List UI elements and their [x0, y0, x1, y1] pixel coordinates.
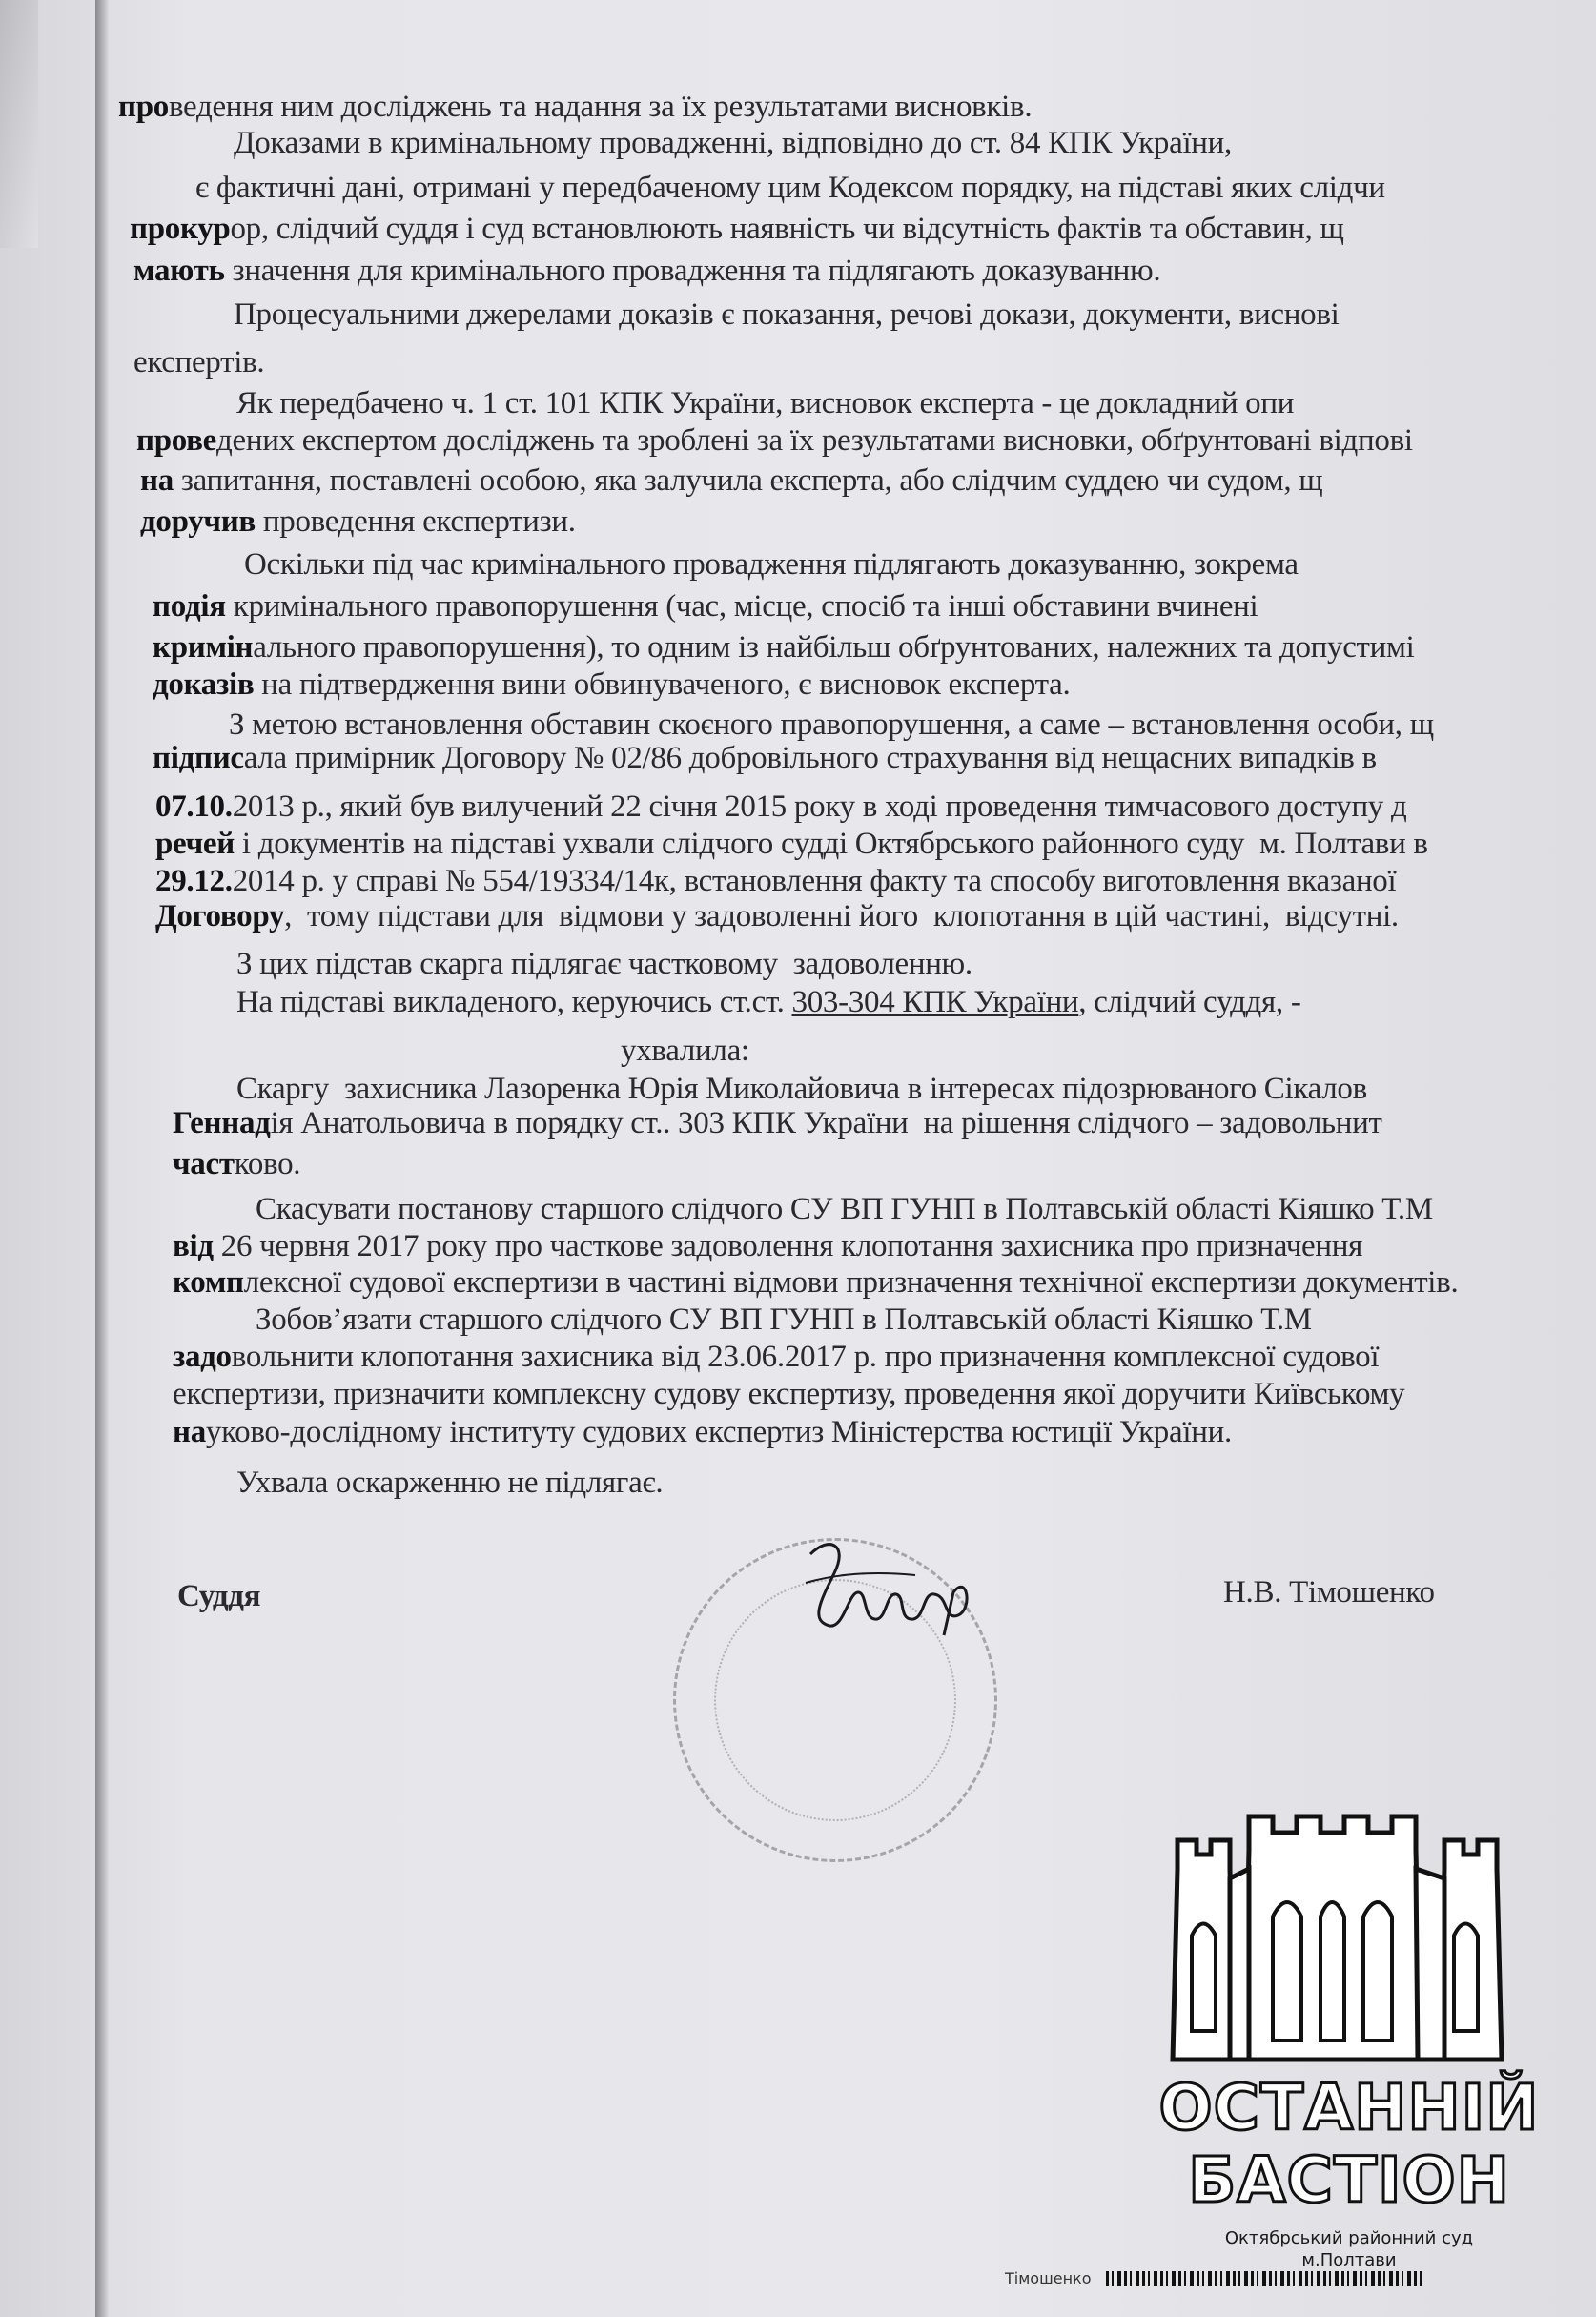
line-text: на підтвердження вини обвинуваченого, є висновок експерта.	[254, 667, 1071, 702]
line-text: ор, слідчий суддя і суд встановлюють наявність чи відсутність фактів та обставин, щ	[230, 212, 1344, 246]
line-text: кримінального правопорушення (час, місце, спосіб та інші обставини вчинені	[225, 589, 1258, 624]
line-text: ала примірник Договору № 02/86 добровільного страхування від нещасних випадків в	[243, 741, 1377, 775]
document-line	[130, 210, 1344, 248]
line-text: , тому підстави для відмови у задоволенні його клопотання в цій частині, відсутні.	[284, 899, 1399, 933]
document-line	[195, 169, 1385, 207]
judge-signature	[791, 1535, 982, 1640]
barcode	[1106, 2271, 1425, 2286]
document-line	[155, 862, 1396, 900]
document-line	[173, 1413, 1232, 1451]
watermark-brand-line2: БАСТІОН	[1188, 2143, 1510, 2217]
line-text: дених експертом досліджень та зроблені за їх результатами висновки, обґрунтовані відпові	[216, 423, 1413, 458]
line-text: ія Анатольовича в порядку ст.. 303 КПК України на рішення слідчого – задовольнит	[270, 1106, 1382, 1140]
line-text: проведення експертизи.	[255, 504, 576, 539]
line-text: Скаргу захисника Лазоренка Юрія Миколайовича в інтересах підозрюваного Сікалов	[236, 1072, 1367, 1106]
line-bold-fragment: підпис	[153, 741, 244, 775]
document-line	[155, 788, 1406, 826]
line-text: є фактичні дані, отримані у передбаченому цим Кодексом порядку, на підставі яких слідчи	[195, 171, 1385, 205]
document-line	[236, 945, 972, 983]
barcode-name: Тімошенко	[1005, 2269, 1092, 2287]
line-bold-fragment: 29.12.	[155, 864, 233, 898]
document-line	[140, 461, 1322, 500]
statute-reference-link: 303-304 КПК України	[791, 985, 1079, 1019]
castle-logo-icon	[1168, 1812, 1525, 2069]
line-text: уково-дослідному інституту судових експертиз Міністерства юстиції України.	[205, 1415, 1232, 1449]
document-line	[133, 252, 1160, 290]
document-line	[234, 124, 1232, 162]
document-line	[155, 825, 1428, 863]
line-text: запитання, поставлені особою, яка залучила експерта, або слідчим суддею чи судом, щ	[173, 463, 1323, 498]
document-line	[621, 1032, 749, 1070]
line-text: Зобов’язати старшого слідчого СУ ВП ГУНП в Полтавській області Кіяшко Т.М	[256, 1302, 1312, 1337]
document-line	[236, 983, 1301, 1021]
document-line	[140, 502, 576, 541]
document-line	[229, 706, 1434, 744]
document-line	[234, 296, 1339, 334]
line-bold-fragment: від	[173, 1229, 214, 1263]
document-line	[136, 421, 1413, 460]
line-bold-fragment: прокур	[130, 212, 231, 246]
document-line	[173, 1104, 1382, 1142]
line-bold-fragment: Договору	[155, 899, 285, 933]
line-text: Скасувати постанову старшого слідчого СУ ВП ГУНП в Полтавській області Кіяшко Т.М	[256, 1192, 1433, 1226]
document-line	[173, 1145, 300, 1183]
line-bold-fragment: част	[173, 1147, 235, 1181]
line-text: ведення ним досліджень та надання за їх результатами висновків.	[168, 90, 1033, 124]
document-line	[244, 545, 1299, 584]
line-text: експертів.	[133, 345, 265, 379]
court-name-line1: Октябрський районний суд	[1224, 2228, 1474, 2248]
line-bold-fragment: речей	[155, 827, 235, 861]
document-line	[173, 1263, 1458, 1302]
line-text: На підставі викладеного, керуючись ст.ст.	[236, 985, 792, 1019]
line-bold-fragment: 07.10.	[155, 789, 233, 824]
document-line	[256, 1301, 1312, 1339]
line-text: 2014 р. у справі № 554/19334/14к, встановлення факту та способу виготовлення вказаної	[232, 864, 1397, 898]
line-text: лексної судової експертизи в частині відмови призначення технічної експертизи документів.	[243, 1265, 1459, 1300]
line-text: Як передбачено ч. 1 ст. 101 КПК України, висновок експерта - це докладний опи	[236, 386, 1295, 420]
line-bold-fragment: подія	[153, 589, 226, 624]
line-bold-fragment: доручив	[140, 504, 256, 539]
line-text: значення для кримінального провадження та підлягають доказуванню.	[224, 254, 1161, 288]
document-line	[173, 1375, 1404, 1413]
line-bold-fragment: доказів	[153, 667, 255, 702]
document-line	[236, 1070, 1367, 1108]
line-text: 2013 р., який був вилучений 22 січня 2015 року в ході проведення тимчасового доступу д	[232, 789, 1407, 824]
line-text: експертизи, призначити комплексну судову експертизу, проведення якої доручити Київському	[173, 1377, 1405, 1411]
line-bold-fragment: кримін	[153, 630, 254, 665]
document-line	[153, 666, 1070, 704]
line-text: З цих підстав скарга підлягає частковому задоволенню.	[236, 947, 972, 981]
line-bold-fragment: на	[140, 463, 174, 498]
line-text: ково.	[234, 1147, 301, 1181]
document-line	[236, 384, 1294, 422]
line-bold-fragment: мають	[133, 254, 225, 288]
judge-label: Суддя	[177, 1579, 261, 1613]
line-text: Доказами в кримінальному провадженні, відповідно до ст. 84 КПК України,	[234, 126, 1232, 160]
court-name-line2: м.Полтави	[1301, 2250, 1397, 2270]
line-text: 26 червня 2017 року про часткове задоволення клопотання захисника про призначення	[213, 1229, 1362, 1263]
line-text: Ухвала оскарженню не підлягає.	[236, 1466, 664, 1500]
line-text: і документів на підставі ухвали слідчого судді Октябрського районного суду м. Полтави в	[234, 827, 1428, 861]
document-line	[133, 343, 264, 381]
document-line	[173, 1227, 1362, 1265]
document-line	[236, 1464, 663, 1502]
line-text: вольнити клопотання захисника від 23.06.2017 р. про призначення комплексної судової	[231, 1340, 1380, 1374]
document-line	[173, 1338, 1379, 1376]
judge-name: Н.В. Тімошенко	[1223, 1575, 1435, 1610]
line-bold-fragment: про	[118, 90, 169, 124]
line-text: Процесуальними джерелами доказів є показання, речові докази, документи, виснові	[234, 297, 1340, 332]
line-bold-fragment: задо	[173, 1340, 232, 1374]
document-line	[153, 628, 1415, 666]
document-line	[153, 739, 1377, 777]
line-text: Оскільки під час кримінального провадження підлягають доказуванню, зокрема	[244, 547, 1299, 582]
line-text: ухвалила:	[621, 1034, 749, 1068]
line-text: ального правопорушення), то одним із найбільш обґрунтованих, належних та допустимі	[253, 630, 1415, 665]
line-bold-fragment: на	[173, 1415, 206, 1449]
line-bold-fragment: Геннад	[173, 1106, 271, 1140]
document-line	[256, 1190, 1433, 1228]
line-bold-fragment: комп	[173, 1265, 244, 1300]
document-line	[153, 587, 1258, 625]
line-text: З метою встановлення обставин скоєного правопорушення, а саме – встановлення особи, щ	[229, 707, 1434, 742]
document-line	[155, 897, 1399, 935]
line-text: , слідчий суддя, -	[1078, 985, 1301, 1019]
watermark-brand-line1: ОСТАННІЙ	[1158, 2071, 1540, 2144]
document-line	[118, 88, 1032, 126]
line-bold-fragment: прове	[136, 423, 217, 458]
